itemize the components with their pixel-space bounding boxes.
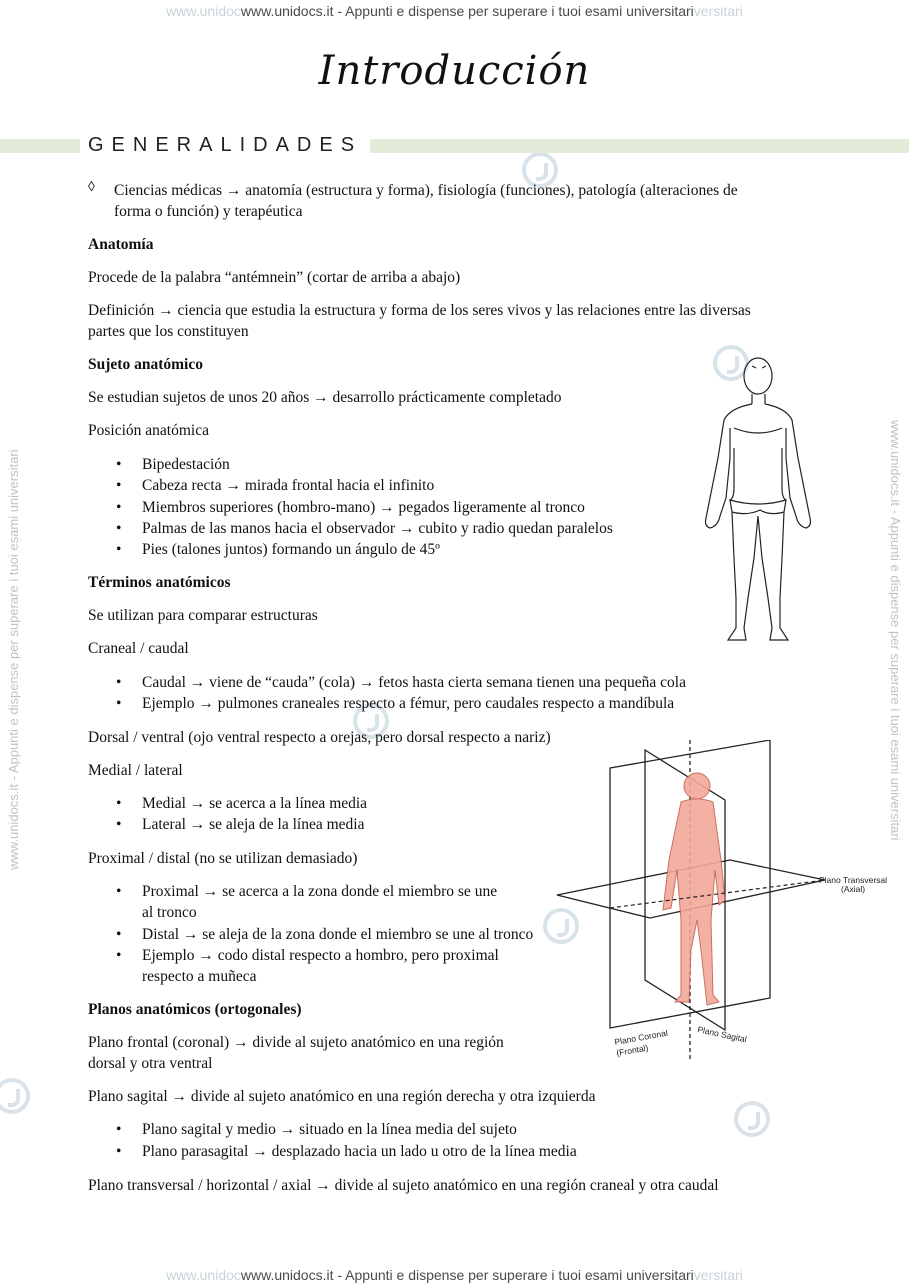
paragraph: Medial / lateral [88,762,183,779]
paragraph: Posición anatómica [88,422,209,439]
paragraph: Dorsal / ventral (ojo ventral respecto a orejas, pero dorsal respecto a nariz) [88,729,551,746]
paragraph: Plano transversal / horizontal / axial → divide al sujeto anatómico en una región craneal y otra caudal [88,1177,719,1194]
watermark-text: www.unidocs.it - Appunti e dispense per superare i tuoi esami universitari [240,1267,694,1283]
heading-anatomia: Anatomía [88,236,154,253]
list-item: • Miembros superiores (hombro-mano) → pegados ligeramente al tronco [116,499,585,516]
label-coronal: Plano Coronal [613,1027,669,1047]
list-item: • Cabeza recta → mirada frontal hacia el infinito [116,477,435,494]
list-item: • Pies (talones juntos) formando un ángulo de 45º [116,541,440,558]
label-sagittal: Plano Sagital [696,1024,748,1045]
watermark-logo-icon [0,1078,30,1114]
paragraph: dorsal y otra ventral [88,1055,213,1072]
section-header: GENERALIDADES [80,134,370,157]
list-item: • Caudal → viene de “cauda” (cola) → fetos hasta cierta semana tienen una pequeña cola [116,674,686,691]
paragraph: partes que los constituyen [88,323,249,340]
footer-watermark [0,1267,909,1283]
label-transverse: Plano Transversal [819,875,888,885]
list-item: • Plano parasagital → desplazado hacia un lado u otro de la línea media [116,1143,577,1160]
header-watermark [0,3,909,19]
side-watermark-right: www.unidocs.it - Appunti e dispense per superare i tuoi esami universitari [888,420,903,841]
list-item: • Bipedestación [116,456,230,473]
list-item: • Lateral → se aleja de la línea media [116,816,365,833]
list-item: • Ejemplo → pulmones craneales respecto a fémur, pero caudales respecto a mandíbula [116,695,675,712]
heading-sujeto: Sujeto anatómico [88,356,203,373]
diamond-bullet-icon: ◊ [88,180,95,195]
list-item: • Distal → se aleja de la zona donde el miembro se une al tronco [116,926,534,943]
side-watermark-left: www.unidocs.it - Appunti e dispense per superare i tuoi esami universitari [6,449,21,870]
watermark-text: www.unidocs.it - Appunti e dispense per superare i tuoi esami universitari [240,3,694,19]
anatomical-position-figure [690,348,830,648]
paragraph: Definición → ciencia que estudia la estructura y forma de los seres vivos y las relaciones entre las diversas [88,302,751,319]
paragraph: Se utilizan para comparar estructuras [88,607,318,624]
intro-line-2: forma o función) y terapéutica [114,203,303,220]
paragraph: Proximal / distal (no se utilizan demasiado) [88,850,358,867]
label-coronal-sub: (Frontal) [615,1042,649,1058]
watermark-logo-icon [734,1101,770,1137]
anatomical-planes-figure [555,740,895,1060]
paragraph: Plano frontal (coronal) → divide al sujeto anatómico en una región [88,1034,504,1051]
paragraph: Se estudian sujetos de unos 20 años → desarrollo prácticamente completado [88,389,562,406]
list-item: • Medial → se acerca a la línea media [116,795,368,812]
label-transverse-sub: (Axial) [841,884,866,894]
list-item: • Ejemplo → codo distal respecto a hombro, pero proximal [116,947,499,964]
list-item: • Proximal → se acerca a la zona donde el miembro se une [116,883,498,900]
paragraph: Craneal / caudal [88,640,189,657]
list-item-continuation: al tronco [142,904,197,921]
watermark-ghost-right: versitari [693,1267,743,1283]
intro-line-1: Ciencias médicas → anatomía (estructura y forma), fisiología (funciones), patología (alteraciones de [114,182,738,199]
watermark-ghost-right: versitari [693,3,743,19]
list-item-continuation: respecto a muñeca [142,968,257,985]
watermark-ghost-left: www.unidoc [166,1267,241,1283]
heading-planos: Planos anatómicos (ortogonales) [88,1001,302,1018]
list-item: • Plano sagital y medio → situado en la línea media del sujeto [116,1121,517,1138]
page-title: Introducción [318,48,591,94]
paragraph: Procede de la palabra “antémnein” (cortar de arriba a abajo) [88,269,461,286]
list-item: • Palmas de las manos hacia el observador → cubito y radio quedan paralelos [116,520,613,537]
watermark-ghost-left: www.unidoc [166,3,241,19]
heading-terminos: Términos anatómicos [88,574,231,591]
paragraph: Plano sagital → divide al sujeto anatómico en una región derecha y otra izquierda [88,1088,596,1105]
